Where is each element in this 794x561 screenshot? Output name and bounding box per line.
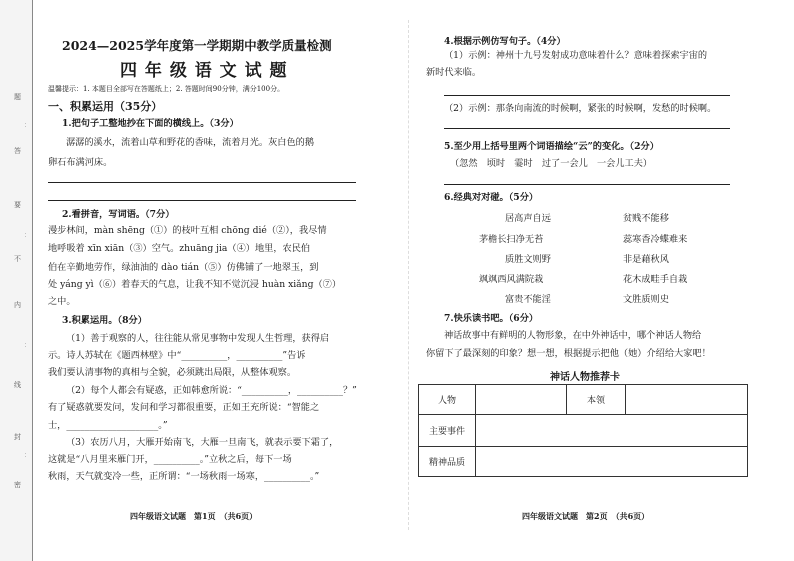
exam-notice: 温馨提示：1. 本题目全部写在答题纸上；2. 答题时间90分钟，满分100分。 bbox=[48, 85, 285, 93]
pairing-left-item[interactable]: 居高声自远 bbox=[505, 213, 551, 224]
pairing-right-item[interactable]: 蕊寒香冷蝶难来 bbox=[623, 234, 688, 245]
question-3-text: 这就是“八月里来雁门开，__________。”立秋之后，每下一场 bbox=[48, 454, 292, 465]
margin-label: 密 bbox=[14, 481, 21, 489]
pairing-left-item[interactable]: 富贵不能淫 bbox=[505, 294, 551, 305]
fold-mark: ： bbox=[24, 122, 31, 129]
pairing-left-item[interactable]: 质胜文则野 bbox=[505, 254, 551, 265]
card-label-spirit: 精神品质 bbox=[419, 447, 476, 477]
pairing-left-item[interactable]: 茅檐长扫净无苔 bbox=[479, 234, 544, 245]
pairing-right-item[interactable]: 贫贱不能移 bbox=[623, 213, 669, 224]
question-1-text: 潺潺的溪水，流着山草和野花的香味，流着月光。灰白色的鹅 bbox=[66, 137, 315, 148]
fold-mark: ： bbox=[24, 452, 31, 459]
answer-line[interactable] bbox=[444, 128, 730, 129]
exam-title: 2024—2025学年度第一学期期中教学质量检测 bbox=[62, 38, 332, 53]
question-2-text: 漫步林间，màn shēng（①）的枝叶互相 chōng dié（②），我尽情 bbox=[48, 225, 327, 236]
question-4-text: （2）示例：那条向南流的时候啊，紧张的时候啊，发愁的时候啊。 bbox=[444, 103, 717, 114]
answer-line[interactable] bbox=[444, 184, 730, 185]
question-5-words: （忽然 顷时 霎时 过了一会儿 一会儿工夫） bbox=[450, 158, 653, 169]
binding-margin bbox=[0, 0, 32, 561]
answer-line[interactable] bbox=[444, 95, 730, 96]
page-divider bbox=[408, 20, 409, 530]
question-2-text: 处 yáng yì（⑥）着春天的气息，让我不知不觉沉浸 huàn xiǎng（⑦） bbox=[48, 279, 342, 290]
page-footer: 四年级语文试题 第2页 （共6页） bbox=[522, 511, 650, 521]
question-4-title: 4.根据示例仿写句子。（4分） bbox=[444, 36, 566, 47]
question-2-title: 2.看拼音，写词语。（7分） bbox=[62, 209, 175, 220]
question-3-text: （1）善于观察的人，往往能从常见事物中发现人生哲理，获得启 bbox=[66, 333, 330, 344]
pairing-right-item[interactable]: 花木成畦手自栽 bbox=[623, 274, 688, 285]
pairing-right-item[interactable]: 文胜质则史 bbox=[623, 294, 669, 305]
margin-label: 封 bbox=[14, 433, 21, 441]
card-input-spirit[interactable] bbox=[476, 447, 748, 477]
question-3-text: 有了疑惑就要发问，发问和学习都很重要，正如王充所说：“智能之 bbox=[48, 402, 320, 413]
card-label-person: 人物 bbox=[419, 385, 476, 415]
question-2-text: 伯在辛勤地劳作，绿油油的 dào tián（⑤）仿佛铺了一地翠玉，到 bbox=[48, 262, 319, 273]
margin-label: 线 bbox=[14, 381, 21, 389]
card-label-skill: 本领 bbox=[567, 385, 626, 415]
card-label-events: 主要事件 bbox=[419, 415, 476, 447]
pairing-right-item[interactable]: 非是藉秋风 bbox=[623, 254, 669, 265]
section-heading: 一、积累运用（35分） bbox=[48, 100, 163, 113]
question-3-text: 我们要认清事物的真相与全貌，必须跳出局限，从整体观察。 bbox=[48, 367, 297, 378]
pairing-left-item[interactable]: 飒飒西风满院栽 bbox=[479, 274, 544, 285]
question-1-title: 1.把句子工整地抄在下面的横线上。（3分） bbox=[62, 118, 239, 129]
margin-label: 答 bbox=[14, 147, 21, 155]
margin-label: 内 bbox=[14, 301, 21, 309]
question-3-text: （2）每个人都会有疑惑，正如韩愈所说：“__________，__________？” bbox=[66, 385, 357, 396]
page-footer: 四年级语文试题 第1页 （共6页） bbox=[130, 511, 258, 521]
subject-title: 四 年 级 语 文 试 题 bbox=[120, 61, 288, 81]
margin-label: 要 bbox=[14, 201, 21, 209]
question-4-text: 新时代来临。 bbox=[426, 67, 482, 78]
question-3-text: 秋雨，天气就变冷一些，正所谓：“一场秋雨一场寒，__________。” bbox=[48, 471, 320, 482]
margin-label: 题 bbox=[14, 93, 21, 101]
card-input-person[interactable] bbox=[476, 385, 567, 415]
card-title: 神话人物推荐卡 bbox=[550, 372, 620, 383]
recommendation-card bbox=[418, 384, 748, 477]
question-2-text: 地呼吸着 xīn xiān（③）空气。zhuāng jia（④）地里，农民伯 bbox=[48, 243, 311, 254]
question-5-title: 5.至少用上括号里两个词语描绘“云”的变化。（2分） bbox=[444, 141, 659, 152]
question-3-title: 3.积累运用。（8分） bbox=[62, 315, 147, 326]
question-4-text: （1）示例：神州十九号发射成功意味着什么？意味着探索宇宙的 bbox=[444, 50, 708, 61]
question-7-title: 7.快乐读书吧。（6分） bbox=[444, 313, 539, 324]
card-input-skill[interactable] bbox=[626, 385, 748, 415]
answer-line[interactable] bbox=[48, 200, 356, 201]
question-7-text: 神话故事中有鲜明的人物形象，在中外神话中，哪个神话人物给 bbox=[444, 330, 702, 341]
binding-line bbox=[32, 0, 33, 561]
card-input-events[interactable] bbox=[476, 415, 748, 447]
question-7-text: 你留下了最深刻的印象？想一想，根据提示把他（她）介绍给大家吧！ bbox=[426, 348, 711, 359]
margin-label: 不 bbox=[14, 255, 21, 263]
question-3-text: 示。诗人苏轼在《题西林壁》中“__________，__________”告诉 bbox=[48, 350, 306, 361]
answer-line[interactable] bbox=[48, 182, 356, 183]
fold-mark: ： bbox=[24, 232, 31, 239]
question-3-text: 士，____________________。” bbox=[48, 420, 168, 431]
question-3-text: （3）农历八月，大雁开始南飞，大雁一旦南飞，就表示要下霜了， bbox=[66, 437, 339, 448]
question-6-title: 6.经典对对碰。（5分） bbox=[444, 192, 539, 203]
fold-mark: ： bbox=[24, 342, 31, 349]
question-2-text: 之中。 bbox=[48, 296, 76, 307]
question-1-text: 卵石布满河床。 bbox=[48, 157, 113, 168]
